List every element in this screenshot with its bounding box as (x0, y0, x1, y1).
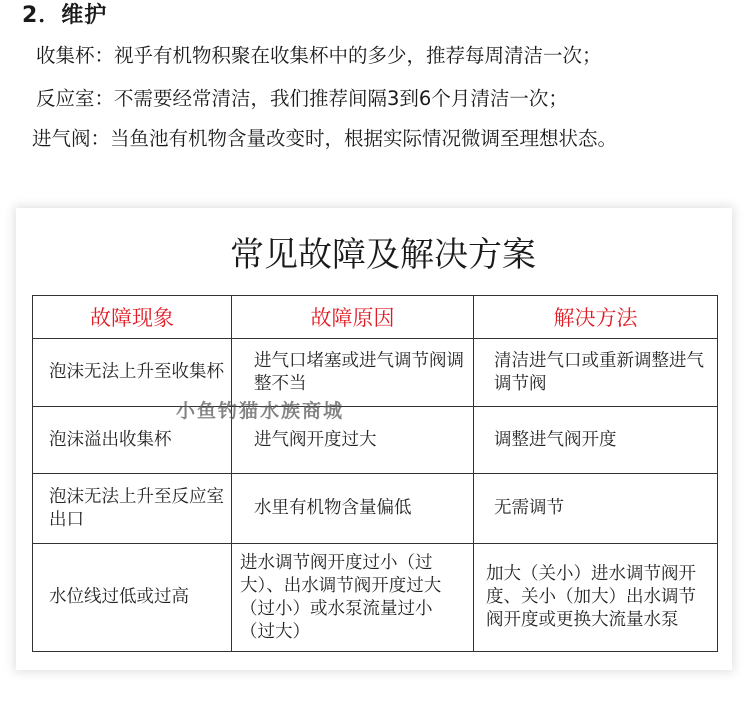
solution-cell: 调整进气阀开度 (474, 407, 718, 474)
solution-cell: 清洁进气口或重新调整进气调节阀 (474, 339, 718, 407)
header-solution: 解决方法 (474, 296, 718, 339)
troubleshooting-table (32, 295, 718, 652)
symptom-cell: 泡沫溢出收集杯 (33, 407, 232, 474)
symptom-cell: 泡沫无法上升至反应室出口 (33, 474, 232, 544)
table-row (33, 407, 718, 474)
symptom-cell: 水位线过低或过高 (33, 544, 232, 652)
table-header-row (33, 296, 718, 339)
maintenance-heading: 2．维护 (22, 3, 108, 28)
header-cause: 故障原因 (232, 296, 474, 339)
cause-cell: 进水调节阀开度过小（过大）、出水调节阀开度过大（过小）或水泵流量过小（过大） (232, 544, 474, 652)
solution-cell: 无需调节 (474, 474, 718, 544)
header-symptom: 故障现象 (33, 296, 232, 339)
table-row (33, 339, 718, 407)
troubleshooting-title: 常见故障及解决方案 (230, 235, 536, 275)
store-watermark: 小鱼钓猫水族商城 (176, 400, 345, 422)
maintenance-line-air-valve: 进气阀：当鱼池有机物含量改变时，根据实际情况微调至理想状态。 (32, 127, 618, 150)
solution-cell: 加大（关小）进水调节阀开度、关小（加大）出水调节阀开度或更换大流量水泵 (474, 544, 718, 652)
cause-cell: 水里有机物含量偏低 (232, 474, 474, 544)
table-row (33, 474, 718, 544)
cause-cell: 进气阀开度过大 (232, 407, 474, 474)
symptom-cell: 泡沫无法上升至收集杯 (33, 339, 232, 407)
maintenance-line-collection-cup: 收集杯：视乎有机物积聚在收集杯中的多少，推荐每周清洁一次； (36, 44, 602, 67)
cause-cell: 进气口堵塞或进气调节阀调整不当 (232, 339, 474, 407)
maintenance-line-reaction-chamber: 反应室：不需要经常清洁，我们推荐间隔3到6个月清洁一次； (36, 87, 568, 110)
table-row (33, 544, 718, 652)
